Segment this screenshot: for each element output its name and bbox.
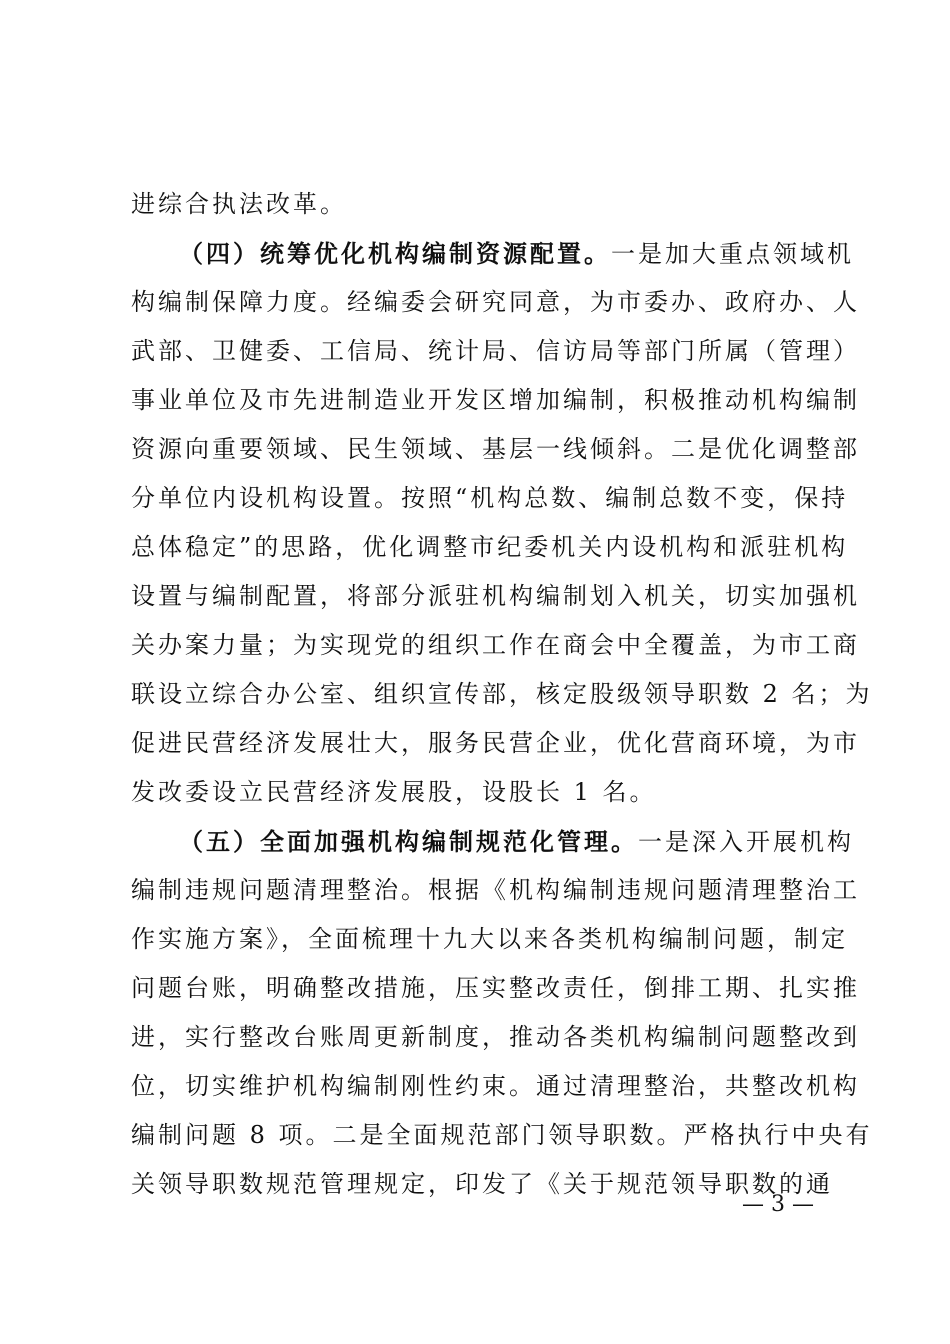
paragraph-3-line-5: 进，实行整改台账周更新制度，推动各类机构编制问题整改到 (131, 1023, 860, 1051)
paragraph-2-line-12: 发改委设立民营经济发展股，设股长 1 名。 (131, 778, 657, 806)
paragraph-2-line-7: 总体稳定”的思路，优化调整市纪委机关内设机构和派驻机构 (131, 533, 849, 561)
paragraph-3-line-1-rest: 一是深入开展机构 (638, 828, 854, 856)
paragraph-3-line-3: 作实施方案》，全面梳理十九大以来各类机构编制问题，制定 (131, 925, 848, 953)
paragraph-3-line-1 (131, 817, 854, 866)
section-heading-4: （四）统筹优化机构编制资源配置。 (179, 239, 611, 268)
paragraph-2-line-3: 武部、卫健委、工信局、统计局、信访局等部门所属（管理） (131, 337, 860, 365)
paragraph-2-line-5: 资源向重要领域、民生领域、基层一线倾斜。二是优化调整部 (131, 435, 860, 463)
paragraph-1-line-1: 进综合执法改革。 (131, 190, 347, 218)
paragraph-2-line-1 (131, 229, 854, 278)
paragraph-2-line-10: 联设立综合办公室、组织宣传部，核定股级领导职数 2 名；为 (131, 680, 873, 708)
paragraph-2-line-6: 分单位内设机构设置。按照“机构总数、编制总数不变，保持 (131, 484, 849, 512)
paragraph-2-line-4: 事业单位及市先进制造业开发区增加编制，积极推动机构编制 (131, 386, 860, 414)
paragraph-3-line-4: 问题台账，明确整改措施，压实整改责任，倒排工期、扎实推 (131, 974, 860, 1002)
paragraph-3-line-7: 编制问题 8 项。二是全面规范部门领导职数。严格执行中央有 (131, 1121, 873, 1149)
paragraph-2-line-8: 设置与编制配置，将部分派驻机构编制划入机关，切实加强机 (131, 582, 860, 610)
body-text (131, 180, 873, 1209)
paragraph-2-line-11: 促进民营经济发展壮大，服务民营企业，优化营商环境，为市 (131, 729, 860, 757)
paragraph-2-line-1-rest: 一是加大重点领域机 (611, 240, 854, 268)
page-number: — 3 — (742, 1192, 814, 1217)
paragraph-3-line-6: 位，切实维护机构编制刚性约束。通过清理整治，共整改机构 (131, 1072, 860, 1100)
section-heading-5: （五）全面加强机构编制规范化管理。 (179, 827, 638, 856)
paragraph-2-line-2: 构编制保障力度。经编委会研究同意，为市委办、政府办、人 (131, 288, 860, 316)
paragraph-2-line-9: 关办案力量；为实现党的组织工作在商会中全覆盖，为市工商 (131, 631, 860, 659)
paragraph-3-line-8: 关领导职数规范管理规定，印发了《关于规范领导职数的通 (131, 1170, 833, 1198)
paragraph-3-line-2: 编制违规问题清理整治。根据《机构编制违规问题清理整治工 (131, 876, 860, 904)
